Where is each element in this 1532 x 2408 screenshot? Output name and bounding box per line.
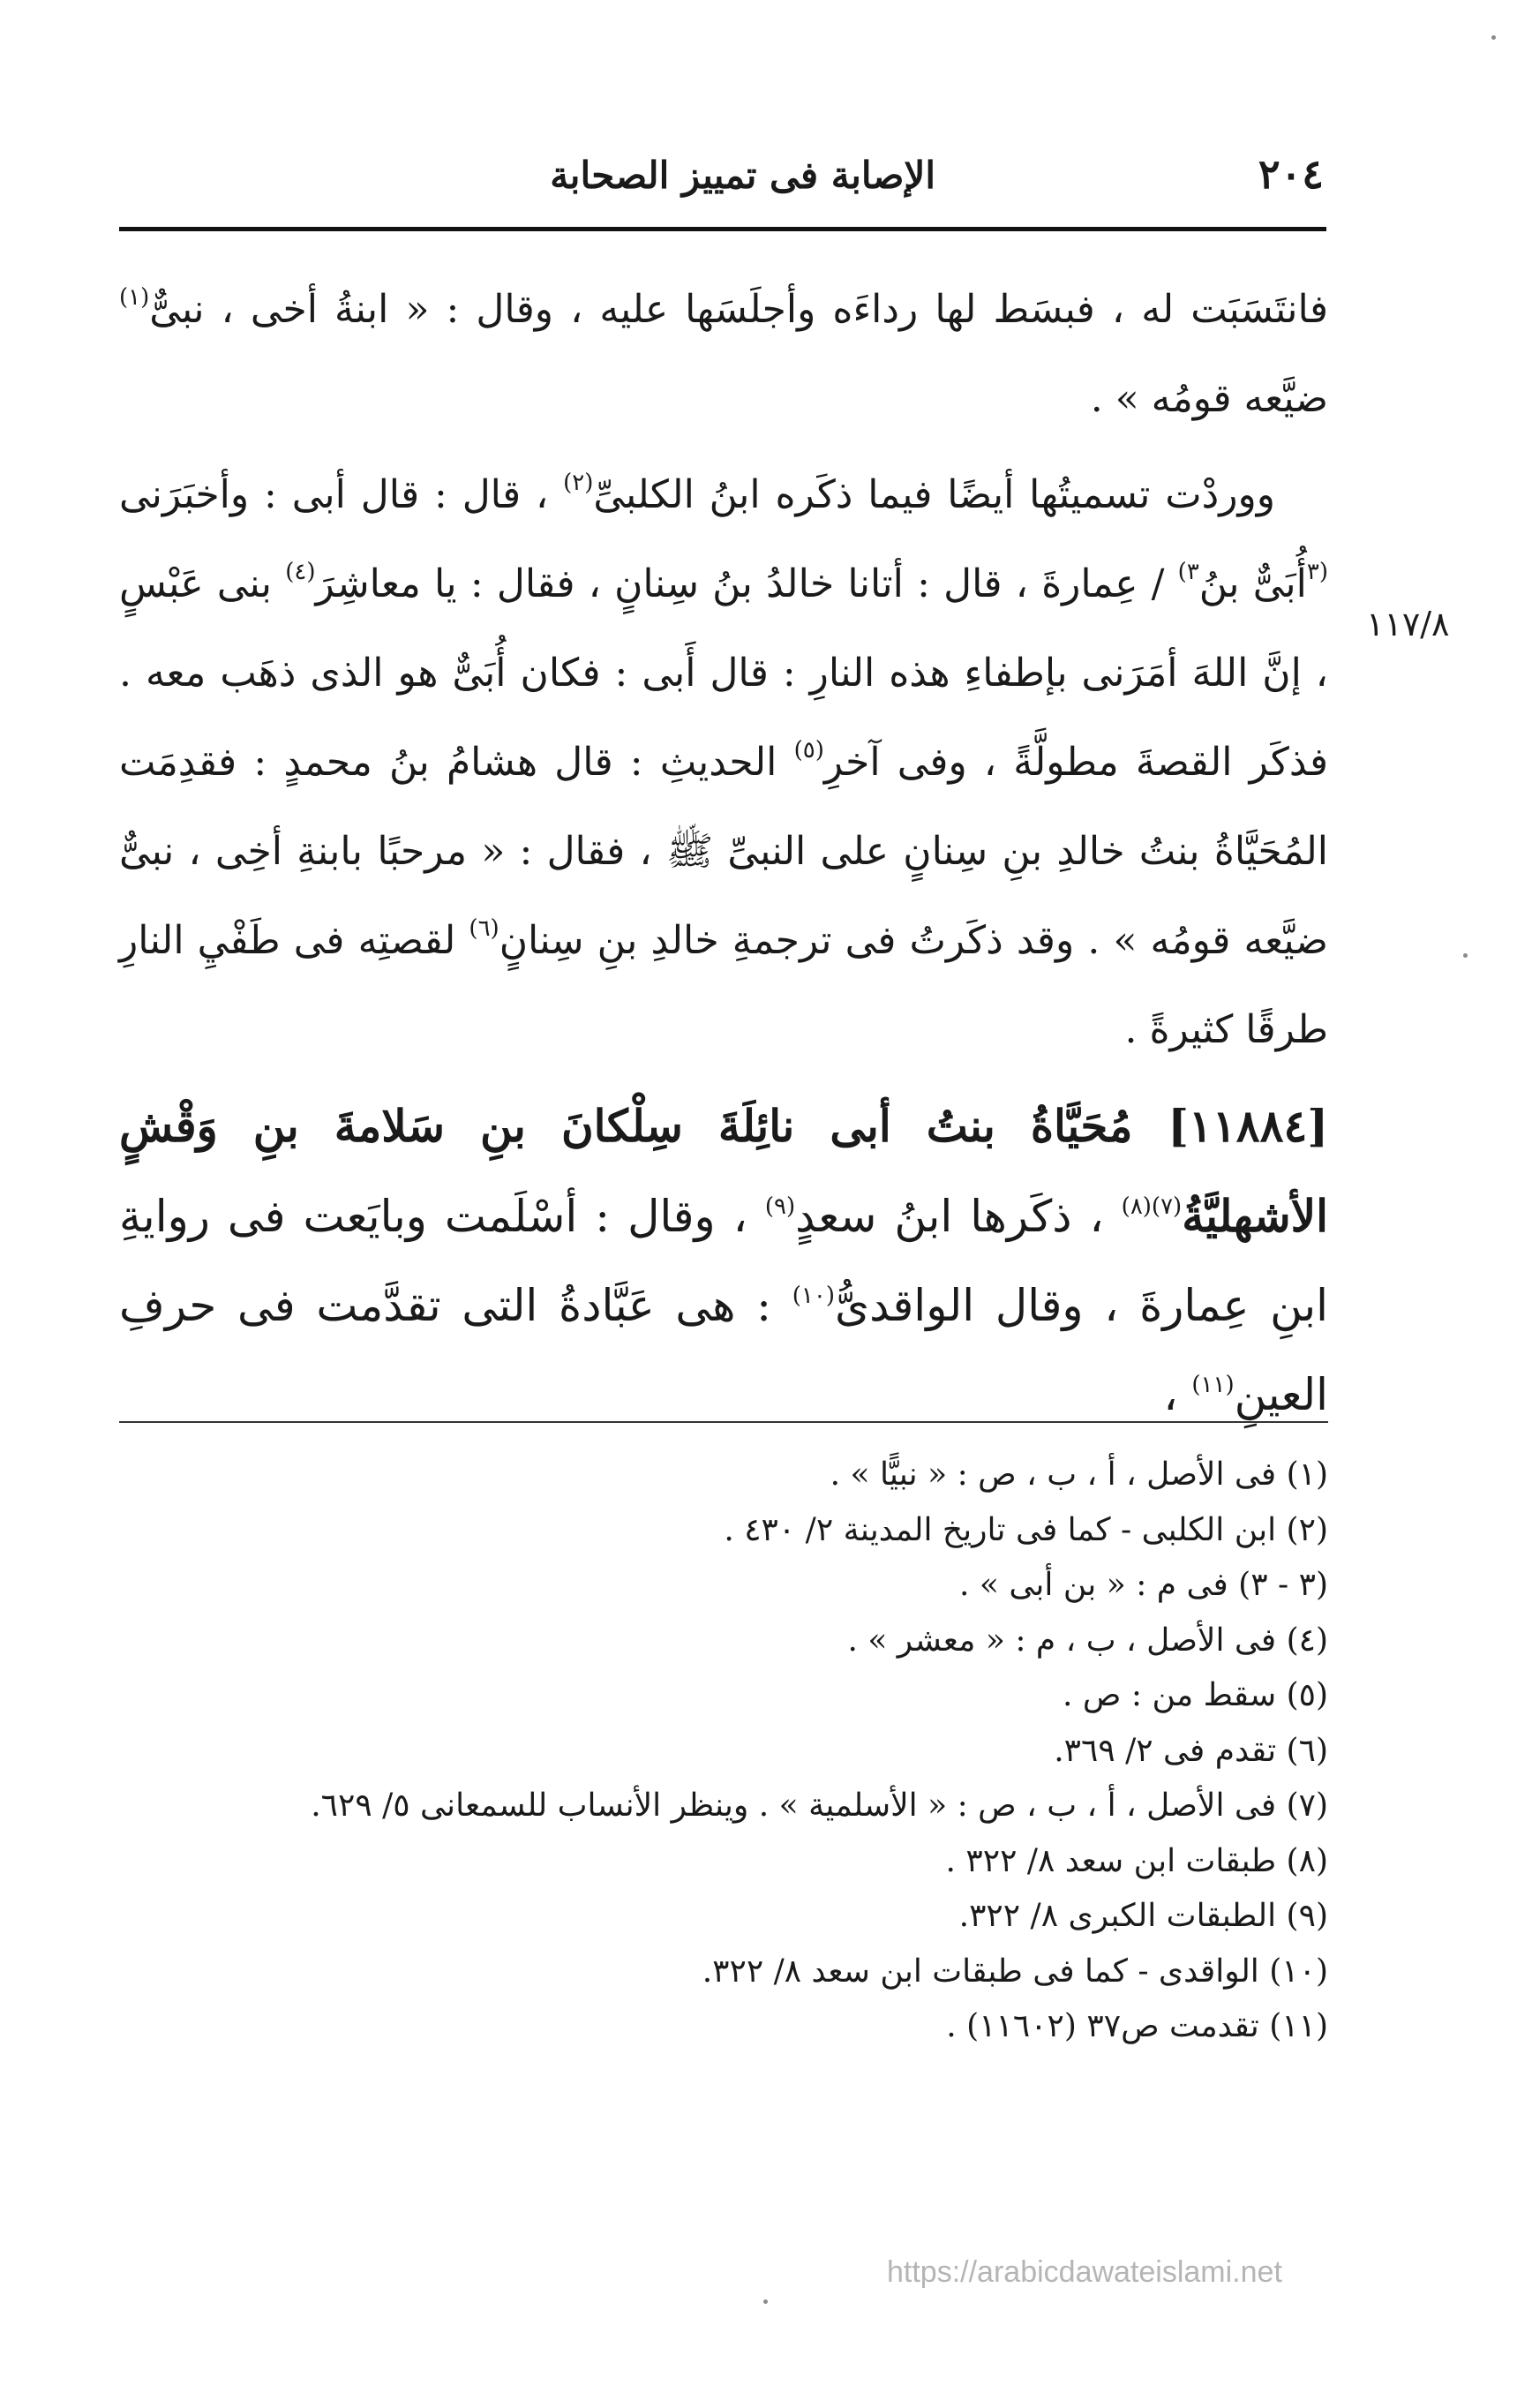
text-run: : هى عَبَّادةُ التى تقدَّمت فى حرفِ العينِ [119, 1280, 1328, 1420]
page-header [124, 150, 1324, 212]
paragraph [119, 265, 1328, 443]
header-rule [119, 227, 1326, 231]
footnote: (٣ - ٣) فى م : « بن أبى » . [959, 1567, 1328, 1603]
footnote: (٢) ابن الكلبى - كما فى تاريخ المدينة ٢/ ٤٣٠ . [724, 1511, 1328, 1548]
footnote-marker: (٥) [793, 737, 824, 764]
footnote: (١) فى الأصل ، أ ، ب ، ص : « نبيًّا » . [830, 1456, 1328, 1493]
footnote-marker: (٣ [1306, 559, 1328, 585]
main-text [119, 265, 1328, 1440]
footnote-marker: (١٠) [792, 1283, 836, 1309]
watermark: https://arabicdawateislami.net [887, 2255, 1282, 2289]
biography-entry [119, 1081, 1328, 1440]
footnote-rule [119, 1421, 1328, 1423]
footnote: (٧) فى الأصل ، أ ، ب ، ص : « الأسلمية » . وينظر الأنساب للسمعانى ٥/ ٦٢٩. [311, 1787, 1328, 1824]
footnote: (١١) تقدمت ص٣٧ (١١٦٠٢) . [946, 2008, 1328, 2044]
text-run: فانتَسَبَت له ، فبسَط لها رداءَه وأجلَسَها عليه ، وقال : « ابنةُ أخى ، نبىٌّ [149, 287, 1328, 332]
footnote-marker: (٢) [563, 470, 594, 496]
footnote-marker: (٧)(٨) [1121, 1193, 1183, 1220]
footnote: (٨) طبقات ابن سعد ٨/ ٣٢٢ . [945, 1842, 1328, 1879]
footnote: (٥) سقط من : ص . [1063, 1677, 1328, 1713]
footnote-marker: (٩) [764, 1193, 796, 1220]
entry-text [119, 1191, 1328, 1420]
text-run: لقصتِه فى طَفْيِ النارِ طرقًا كثيرةً . [119, 918, 1328, 1052]
footnote: (٦) تقدم فى ٢/ ٣٦٩. [1054, 1732, 1328, 1769]
footnote-marker: (٤) [285, 559, 316, 585]
running-title: الإصابة فى تمييز الصحابة [550, 154, 935, 197]
text-run: / عِمارةَ ، قال : أتانا خالدُ بنُ سِنانٍ ، فقال : يا معاشِرَ [315, 561, 1178, 606]
footnote-marker: (١١) [1191, 1372, 1235, 1398]
footnote-marker: (٦) [469, 915, 499, 942]
text-run: ، [1163, 1369, 1192, 1420]
text-run: أُبَىٌّ بنُ [1198, 561, 1307, 606]
scan-speck [1491, 35, 1496, 40]
footnote-marker: ٣) [1177, 559, 1199, 585]
text-run: ، قال : قال أبى : وأخبَرَنى [119, 472, 564, 517]
margin-reference: ١١٧/٨ [1366, 605, 1450, 643]
text-run: ضيَّعه قومُه » . [1090, 376, 1328, 421]
page-number: ٢٠٤ [1258, 150, 1324, 198]
text-run: ووردْت تسميتُها أيضًا فيما ذكَره ابنُ الكلبىِّ [593, 472, 1275, 517]
scan-speck [763, 2299, 768, 2304]
text-run: ، ذكَرها ابنُ سعدٍ [795, 1191, 1122, 1242]
paragraph [119, 450, 1328, 1074]
text-run: ، وقال : أسْلَمت وبايَعت فى روايةِ ابنِ عِمارةَ ، وقال الواقدىُّ [119, 1191, 1329, 1331]
footnotes [119, 1448, 1328, 2055]
scan-speck [1463, 953, 1468, 958]
footnote: (٤) فى الأصل ، ب ، م : « معشر » . [847, 1622, 1328, 1659]
text-run: الحديثِ : قال هشامُ بنُ محمدٍ : فقدِمَت المُحَيَّاةُ بنتُ خالدِ بنِ سِنانٍ على النبىِّ ﷺ ، فقال : « مرحبًا بابنةِ أخِى ، نبىٌّ ضيَّعه قومُه » . وقد ذكَرتُ فى ترجمةِ خالدِ بنِ سِنانٍ [119, 740, 1328, 963]
footnote: (٩) الطبقات الكبرى ٨/ ٣٢٢. [958, 1898, 1328, 1934]
footnote: (١٠) الواقدى - كما فى طبقات ابن سعد ٨/ ٣٢٢. [702, 1953, 1328, 1990]
text-run: بنى عَبْسٍ ، إنَّ اللهَ أمَرَنى بإطفاءِ هذه النارِ : قال أَبى : فكان أُبَىٌّ هو الذى ذهَب معه . فذكَر القصةَ مطولَّةً ، وفى آخرِ [119, 561, 1328, 785]
footnote-marker: (١) [119, 284, 150, 311]
entry-heading: [١١٨٨٤] مُحَيَّاةُ بنتُ أبى نائِلَةَ سِلْكانَ بنِ سَلامةَ بنِ وَقْشٍ الأشهليَّةُ [119, 1100, 1328, 1242]
